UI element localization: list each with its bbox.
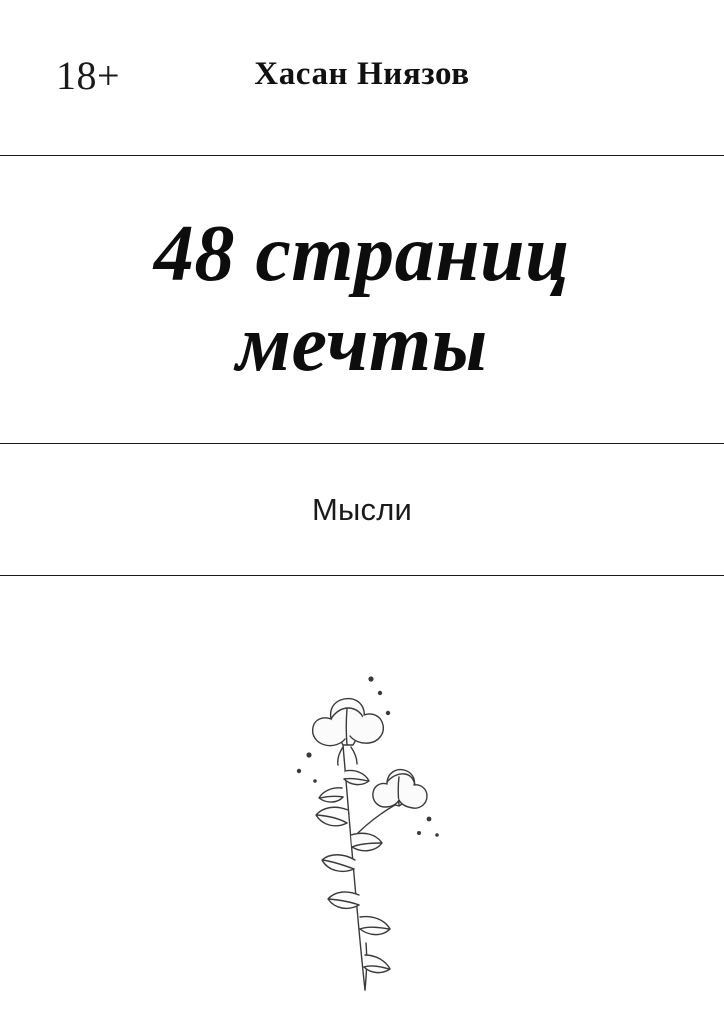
author-name: Хасан Ниязов [254, 56, 470, 92]
cover-title-band [0, 156, 724, 443]
cover-illustration-band [0, 576, 724, 1024]
floral-sprig-icon [247, 595, 477, 1015]
book-title: 48 страниц мечты [153, 209, 571, 388]
cover-header-band [0, 0, 724, 155]
cover-subtitle-band [0, 444, 724, 575]
book-subtitle: Мысли [311, 491, 412, 527]
age-rating-label: 18+ [56, 53, 121, 98]
